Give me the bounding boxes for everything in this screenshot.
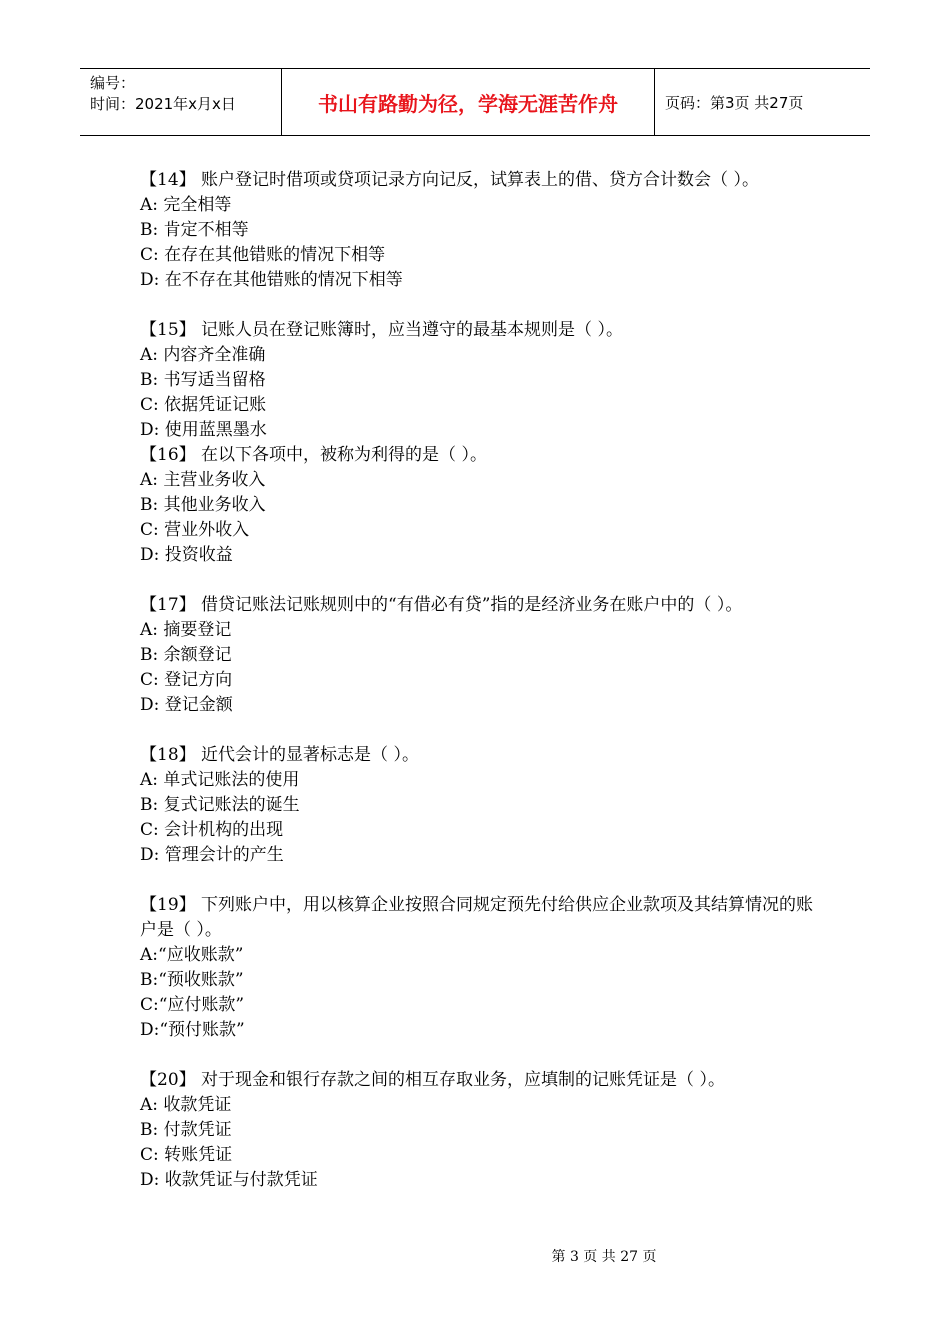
- option-d: D: 收款凭证与付款凭证: [140, 1170, 318, 1190]
- header-motto: 书山有路勤为径，学海无涯苦作舟: [282, 69, 655, 135]
- option-c: C: 登记方向: [140, 670, 233, 690]
- option-a: A:“应收账款”: [140, 945, 244, 965]
- question-19: [140, 893, 820, 1043]
- question-17: [140, 593, 820, 718]
- question-stem: 【20】 对于现金和银行存款之间的相互存取业务，应填制的记账凭证是（ ）。: [140, 1070, 725, 1090]
- question-stem: 【16】 在以下各项中，被称为利得的是（ ）。: [140, 445, 487, 465]
- question-18: [140, 743, 820, 868]
- option-b: B: 肯定不相等: [140, 220, 249, 240]
- header-meta: [80, 69, 282, 135]
- option-b: B: 复式记账法的诞生: [140, 795, 300, 815]
- option-a: A: 完全相等: [140, 195, 232, 215]
- footer-page-number: 第 3 页 共 27 页: [551, 1249, 657, 1265]
- question-stem: 【19】 下列账户中，用以核算企业按照合同规定预先付给供应企业款项及其结算情况的账户是（ ）。: [140, 895, 814, 940]
- question-stem: 【14】 账户登记时借项或贷项记录方向记反，试算表上的借、贷方合计数会（ ）。: [140, 170, 759, 190]
- header-number-label: 编号：: [90, 74, 136, 92]
- option-a: A: 内容齐全准确: [140, 345, 266, 365]
- option-b: B:“预收账款”: [140, 970, 244, 990]
- option-b: B: 其他业务收入: [140, 495, 266, 515]
- question-stem: 【15】 记账人员在登记账簿时，应当遵守的最基本规则是（ ）。: [140, 320, 623, 340]
- option-a: A: 主营业务收入: [140, 470, 266, 490]
- option-d: D: 投资收益: [140, 545, 233, 565]
- option-a: A: 收款凭证: [140, 1095, 232, 1115]
- question-16: [140, 443, 820, 568]
- question-14: [140, 168, 820, 293]
- option-b: B: 余额登记: [140, 645, 232, 665]
- option-c: C:“应付账款”: [140, 995, 245, 1015]
- option-d: D:“预付账款”: [140, 1020, 245, 1040]
- option-c: C: 在存在其他错账的情况下相等: [140, 245, 386, 265]
- question-15: [140, 318, 820, 443]
- header-time-label: 时间：2021年x月x日: [90, 95, 236, 113]
- page-header: [80, 68, 870, 136]
- question-stem: 【17】 借贷记账法记账规则中的“有借必有贷”指的是经济业务在账户中的（ ）。: [140, 595, 743, 615]
- option-d: D: 管理会计的产生: [140, 845, 284, 865]
- option-a: A: 摘要登记: [140, 620, 232, 640]
- header-page-code: 页码：第3页 共27页: [665, 93, 804, 112]
- option-c: C: 依据凭证记账: [140, 395, 267, 415]
- option-d: D: 登记金额: [140, 695, 233, 715]
- question-20: [140, 1068, 820, 1193]
- option-d: D: 使用蓝黑墨水: [140, 420, 267, 440]
- question-list: [140, 168, 820, 1193]
- option-c: C: 会计机构的出现: [140, 820, 284, 840]
- option-c: C: 转账凭证: [140, 1145, 233, 1165]
- page-footer: [0, 1246, 950, 1266]
- option-d: D: 在不存在其他错账的情况下相等: [140, 270, 403, 290]
- option-c: C: 营业外收入: [140, 520, 250, 540]
- question-stem: 【18】 近代会计的显著标志是（ ）。: [140, 745, 419, 765]
- option-a: A: 单式记账法的使用: [140, 770, 300, 790]
- option-b: B: 付款凭证: [140, 1120, 232, 1140]
- option-b: B: 书写适当留格: [140, 370, 266, 390]
